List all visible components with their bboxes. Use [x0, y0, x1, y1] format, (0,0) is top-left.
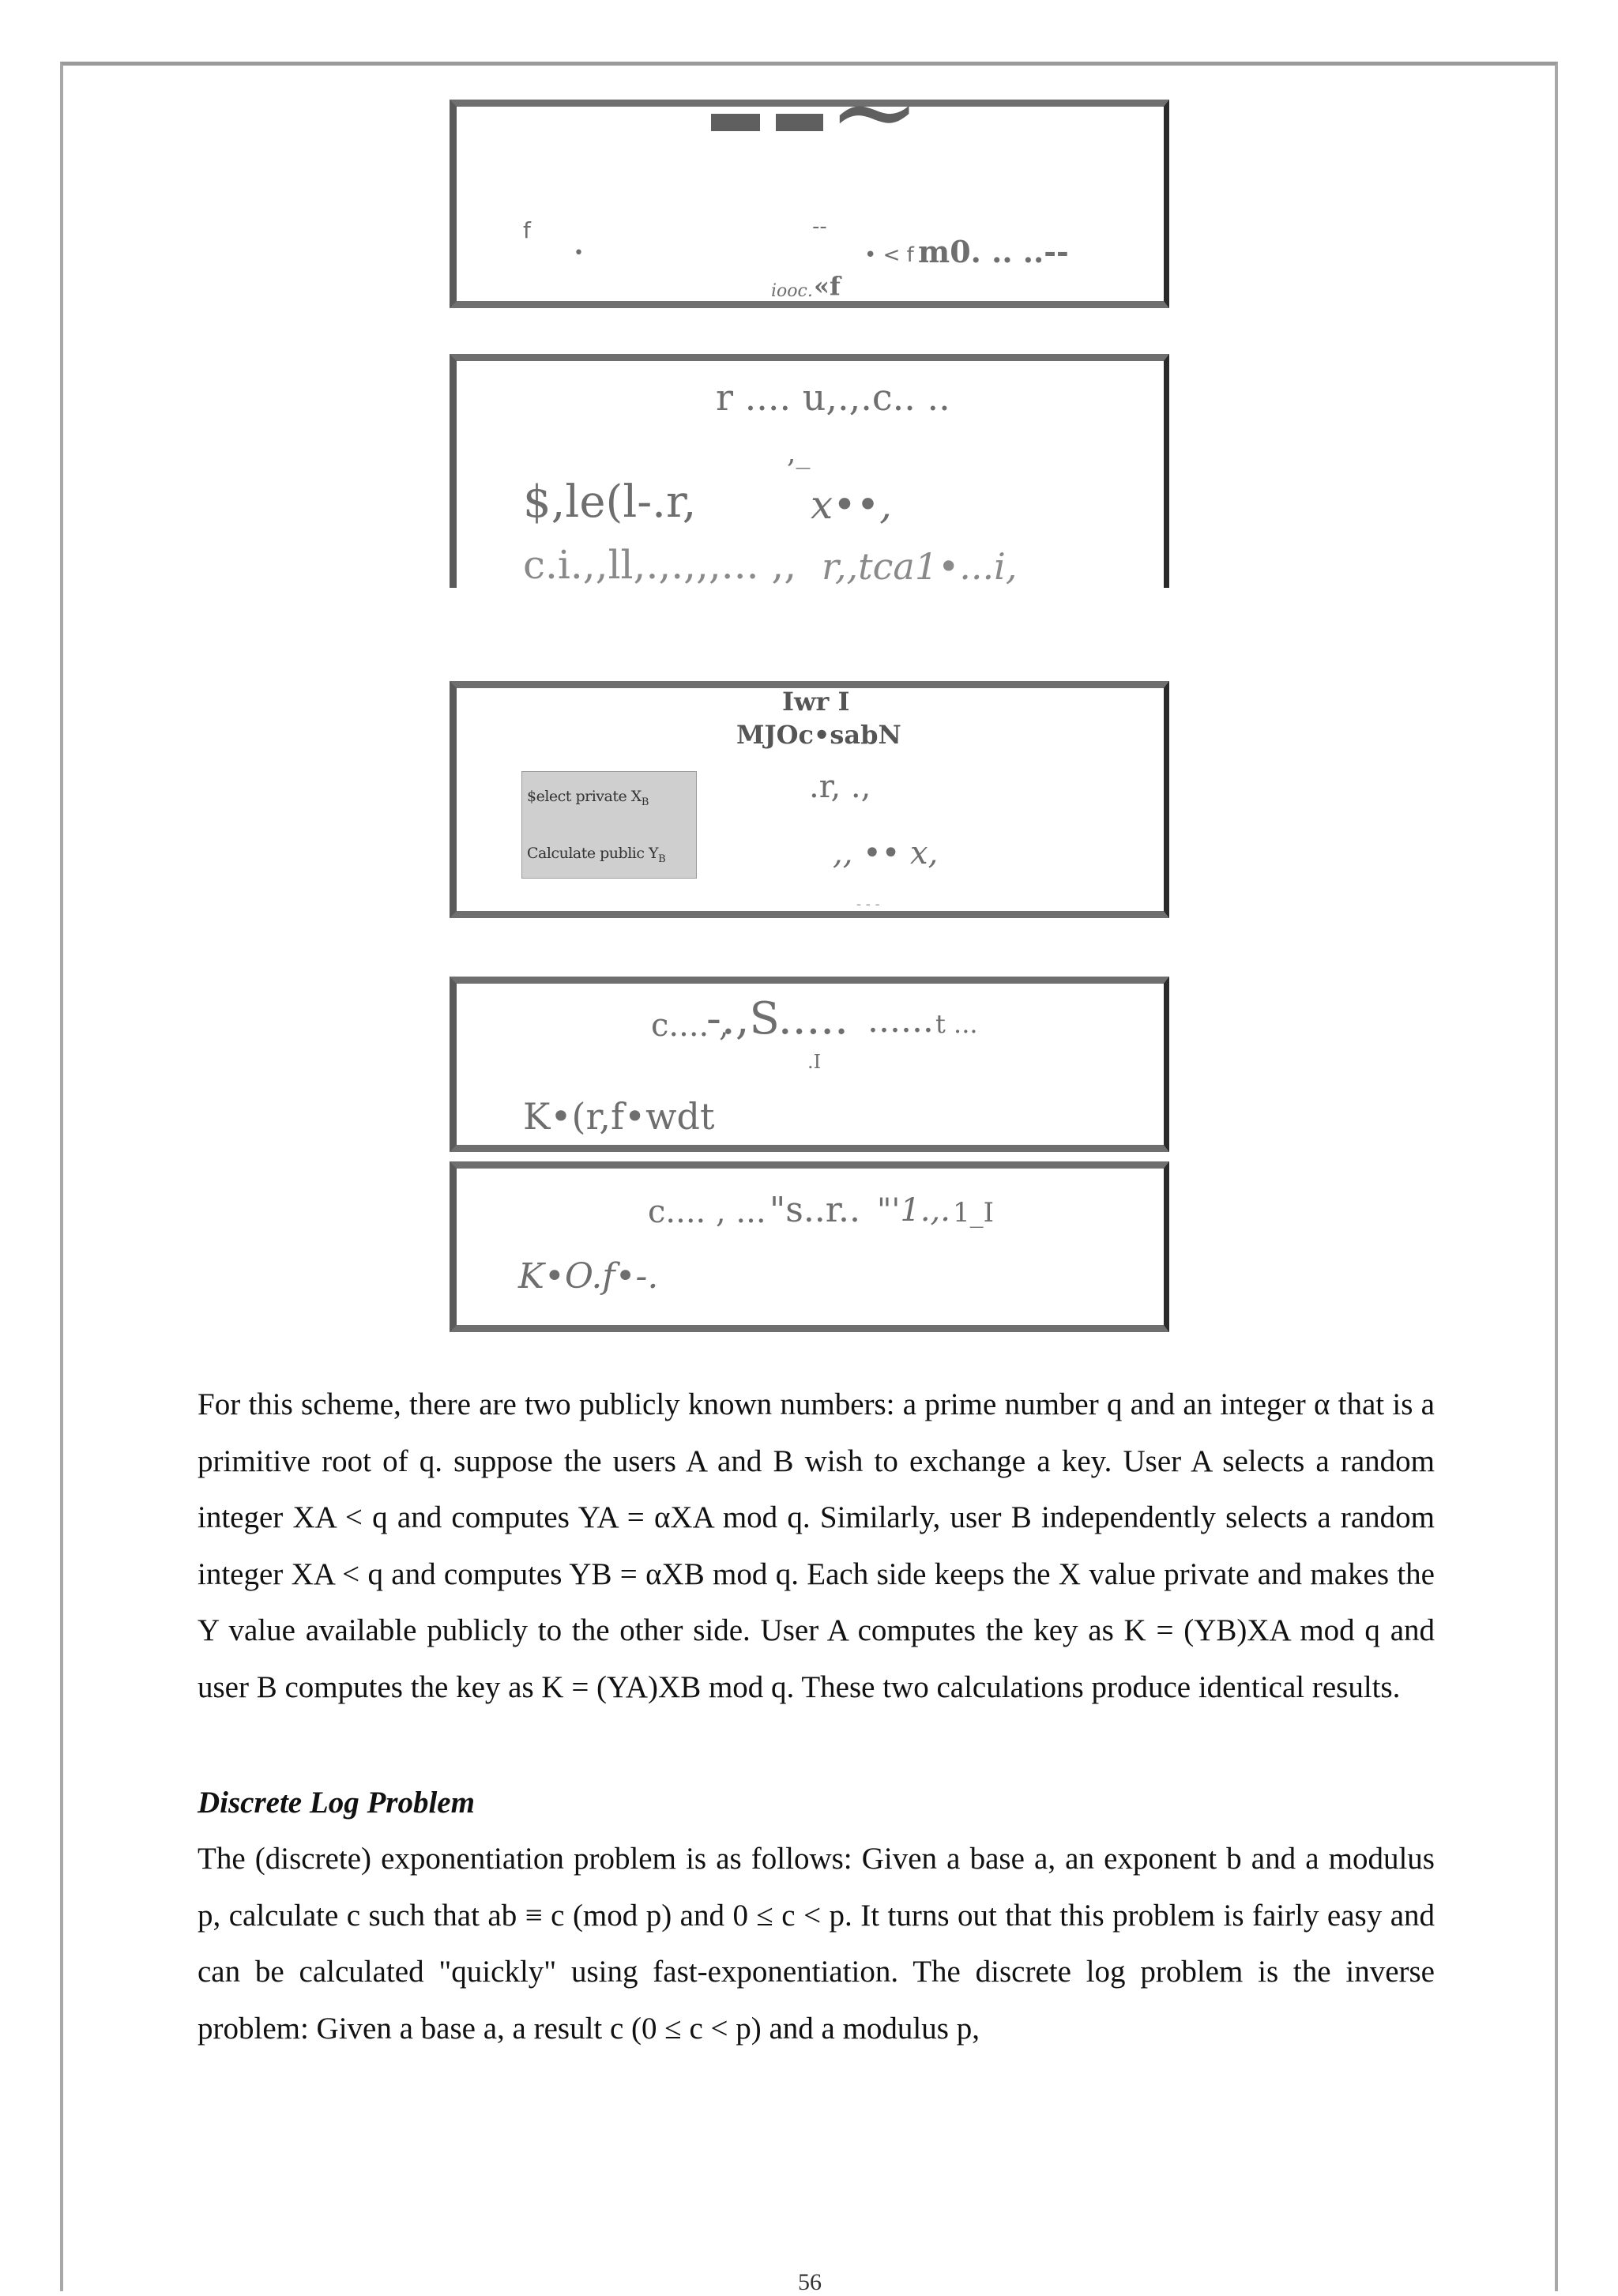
box5-text-c: "'1.,. — [877, 1192, 950, 1229]
box3-text-b: ,, •• x, — [833, 835, 939, 871]
box2-text-d: x••, — [811, 482, 893, 528]
box4-text-e: .I — [807, 1051, 822, 1073]
box4-text-f: K•(r,f•wdt — [523, 1095, 715, 1138]
box2-text-e: c.i.,,ll,.,.,,,... ,, — [523, 542, 797, 588]
box1-text-e: m0. .. ..-- — [918, 234, 1069, 269]
private-subscript: B — [641, 796, 649, 808]
header-block-right — [776, 114, 823, 131]
box1-text-d: • < f — [864, 243, 914, 267]
box5-text-b: "s..r.. — [769, 1190, 860, 1230]
box3-text-c: - - - — [856, 896, 880, 913]
box4-text-d: t ... — [935, 1009, 978, 1039]
box5-text-a: c.... , ... — [648, 1194, 766, 1230]
page-number: 56 — [798, 2269, 822, 2295]
calculate-public-label: Calculate public $Y_B$ — [527, 845, 666, 865]
box4-text-c: ...... — [867, 1000, 934, 1041]
box5-text-d: 1_I — [953, 1197, 995, 1229]
section-heading: Discrete Log Problem — [198, 1786, 475, 1820]
header-block-left — [711, 114, 760, 131]
box3-title-line2: MJOc•sabN — [736, 720, 901, 750]
box2-text-c: $,le(l-.r, — [523, 476, 697, 528]
public-subscript: B — [658, 853, 666, 865]
box4-text-a: c.... , — [651, 1007, 729, 1044]
box1-text-a: f — [523, 217, 531, 243]
box1-text-f: iooc. — [771, 281, 813, 301]
paragraph-key-exchange: For this scheme, there are two publicly known numbers: a prime number q and an integer α that is a primitive root of q. suppose the users A and B wish to exchange a key. User A selects a random integer XA < q and computes YA = αXA mod q. Similarly, user B independently selects a random integer XA < q and computes YB = αXB mod q. Each side keeps the X value private and makes the Y value available publicly to the other side. User A computes the key as K = (YB)XA mod q and user B computes the key as K = (YA)XB mod q. These two calculations produce identical results. — [198, 1387, 1435, 1704]
box1-text-g: «f — [814, 271, 841, 301]
diagram-box-5 — [450, 1161, 1169, 1332]
box1-top-glyph: ~ — [828, 47, 921, 176]
paragraph-discrete-log: The (discrete) exponentiation problem is as follows: Given a base a, an exponent b and a modulus p, calculate c such that ab ≡ c (mod p) and 0 ≤ c < p. It turns out that this problem is fairly easy and can be calculated "quickly" using fast-exponentiation. The discrete log problem is the inverse problem: Given a base a, a result c (0 ≤ c < p) and a modulus p, — [198, 1842, 1435, 2046]
box5-text-e: K•O.f•-. — [518, 1256, 659, 1297]
box4-text-b: -.,S..... — [706, 993, 849, 1044]
box2-text-b: ,_ — [787, 437, 811, 469]
box2-text-a: r .... u,.,.c.. .. — [716, 376, 950, 419]
box1-text-c: • — [574, 243, 584, 263]
select-private-label: $elect private $X_B$ — [527, 788, 649, 808]
box2-text-f: r,,tca1•...i, — [822, 545, 1018, 588]
box1-text-b: -- — [812, 215, 827, 239]
private-public-key-panel — [521, 771, 697, 879]
box3-title-line1: Iwr I — [782, 687, 850, 717]
box3-text-a: .r, ., — [809, 769, 871, 805]
